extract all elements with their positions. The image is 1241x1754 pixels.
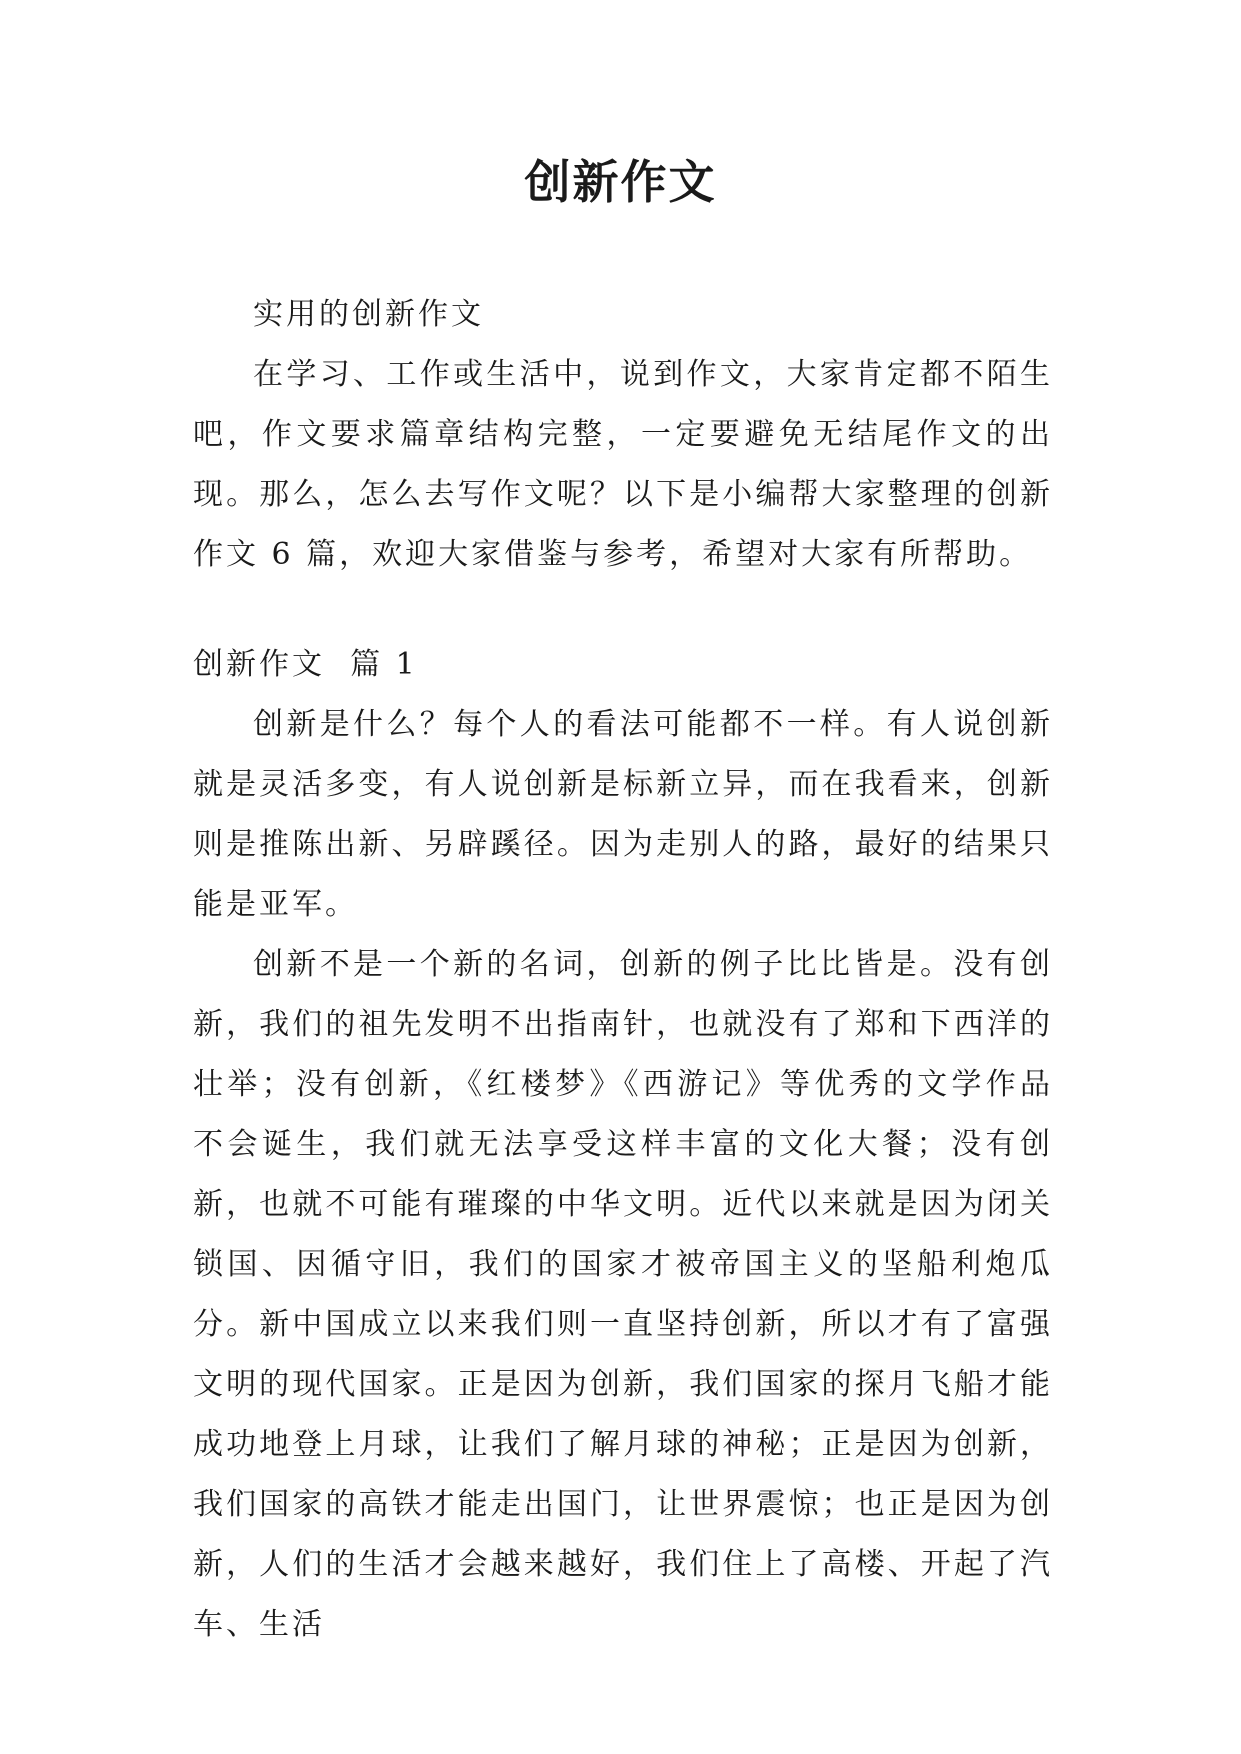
section-heading: 创新作文 篇 1: [193, 647, 418, 682]
subtitle: 实用的创新作文: [253, 297, 484, 332]
body-paragraph-2: 创新不是一个新的名词，创新的例子比比皆是。没有创新，我们的祖先发明不出指南针，也就没有了郑和下西洋的壮举；没有创新，《红楼梦》《西游记》等优秀的文学作品不会诞生，我们就无法享受这样丰富的文化大餐；没有创新，也就不可能有璀璨的中华文明。近代以来就是因为闭关锁国、因循守旧，我们的国家才被帝国主义的坚船利炮瓜分。新中国成立以来我们则一直坚持创新，所以才有了富强文明的现代国家。正是因为创新，我们国家的探月飞船才能成功地登上月球，让我们了解月球的神秘；正是因为创新，我们国家的高铁才能走出国门，让世界震惊；也正是因为创新，人们的生活才会越来越好，我们住上了高楼、开起了汽车、生活: [193, 947, 1053, 1642]
document-body: [193, 285, 1053, 1655]
body-paragraph-1: 创新是什么？每个人的看法可能都不一样。有人说创新就是灵活多变，有人说创新是标新立异，而在我看来，创新则是推陈出新、另辟蹊径。因为走别人的路，最好的结果只能是亚军。: [193, 707, 1053, 922]
document-title: 创新作文: [524, 155, 717, 209]
section-spacer: [193, 585, 1053, 635]
intro-paragraph: 在学习、工作或生活中，说到作文，大家肯定都不陌生吧，作文要求篇章结构完整，一定要避免无结尾作文的出现。那么，怎么去写作文呢？以下是小编帮大家整理的创新作文 6 篇，欢迎大家借鉴与参考，希望对大家有所帮助。: [193, 357, 1053, 572]
